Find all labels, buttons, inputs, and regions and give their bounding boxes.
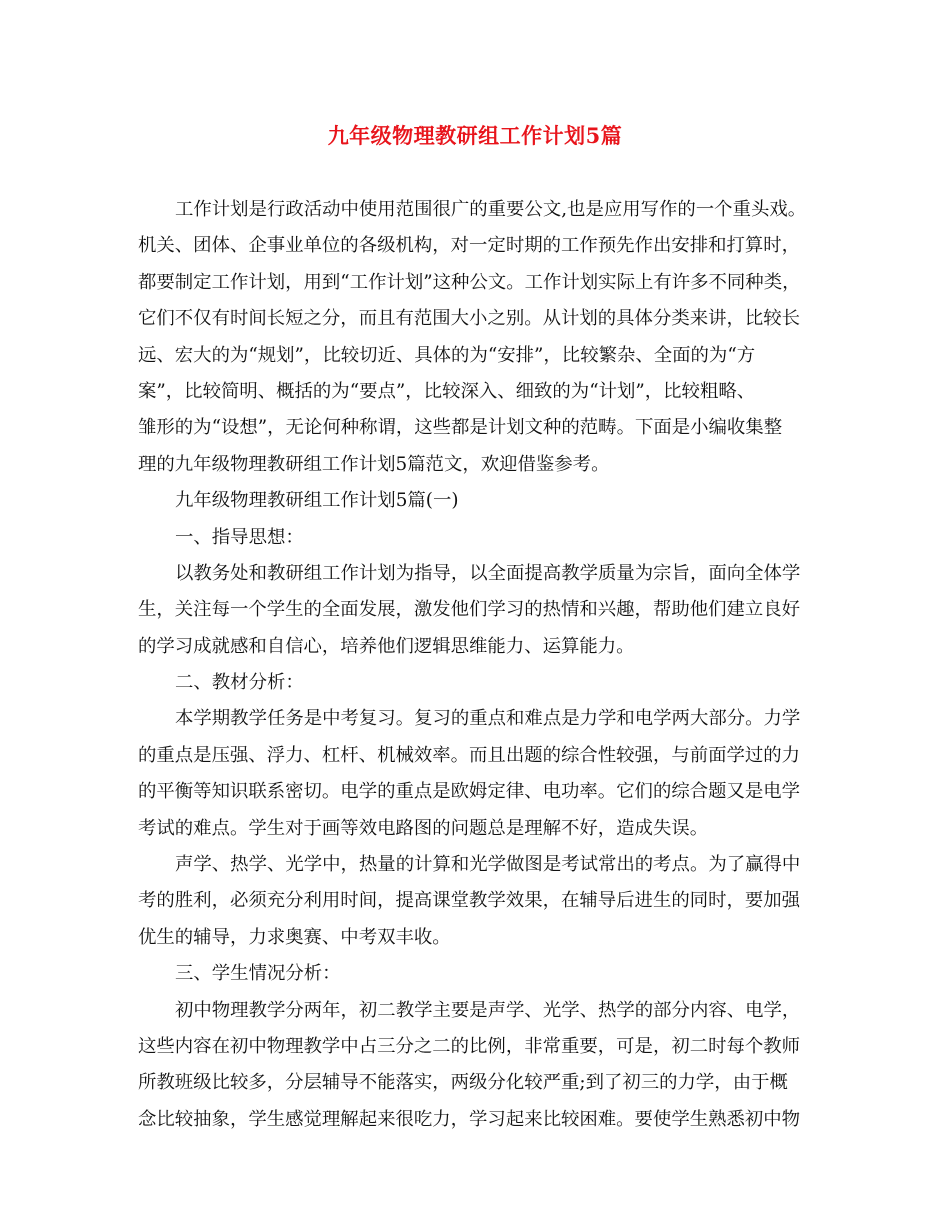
body-text-line: 工作计划是行政活动中使用范围很广的重要公文,也是应用写作的一个重头戏。: [175, 199, 807, 220]
body-text-line: 生，关注每一个学生的全面发展，激发他们学习的热情和兴趣，帮助他们建立良好: [138, 599, 801, 621]
body-text-line: 远、宏大的为“规划”，比较切近、具体的为“安排”，比较繁杂、全面的为“方: [138, 344, 756, 366]
body-text-line: 的学习成就感和自信心，培养他们逻辑思维能力、运算能力。: [138, 635, 635, 657]
body-text-line: 理的九年级物理教研组工作计划5篇范文，欢迎借鉴参考。: [138, 453, 610, 475]
body-text-line: 声学、热学、光学中，热量的计算和光学做图是考试常出的考点。为了赢得中: [175, 854, 801, 876]
body-text-line: 一、指导思想：: [175, 526, 304, 548]
body-text-line: 的平衡等知识联系密切。电学的重点是欧姆定律、电功率。它们的综合题又是电学: [138, 781, 801, 803]
body-text-line: 优生的辅导，力求奥赛、中考双丰收。: [138, 926, 451, 948]
body-text-line: 三、学生情况分析：: [175, 963, 341, 985]
body-text-line: 的重点是压强、浮力、杠杆、机械效率。而且出题的综合性较强，与前面学过的力: [138, 744, 801, 766]
body-text-line: 初中物理教学分两年，初二教学主要是声学、光学、热学的部分内容、电学，: [175, 999, 801, 1021]
body-text-line: 考的胜利，必须充分利用时间，提高课堂教学效果，在辅导后进生的同时，要加强: [138, 890, 801, 912]
body-text-line: 机关、团体、企事业单位的各级机构，对一定时期的工作预先作出安排和打算时，: [138, 235, 801, 257]
body-text-line: 二、教材分析：: [175, 672, 304, 694]
body-text-line: 都要制定工作计划，用到“工作计划”这种公文。工作计划实际上有许多不同种类，: [138, 271, 801, 293]
body-text-line: 雏形的为“设想”，无论何种称谓，这些都是计划文种的范畴。下面是小编收集整: [138, 417, 783, 439]
body-text-line: 它们不仅有时间长短之分，而且有范围大小之别。从计划的具体分类来讲，比较长: [138, 308, 801, 330]
body-text-line: 以教务处和教研组工作计划为指导，以全面提高教学质量为宗旨，面向全体学: [175, 562, 801, 584]
document-body: [138, 192, 826, 1138]
body-text-line: 九年级物理教研组工作计划5篇(一): [175, 490, 459, 512]
body-text-line: 考试的难点。学生对于画等效电路图的问题总是理解不好，造成失误。: [138, 817, 709, 839]
body-text-line: 本学期教学任务是中考复习。复习的重点和难点是力学和电学两大部分。力学: [175, 708, 801, 730]
document-title: 九年级物理教研组工作计划5篇: [327, 123, 623, 148]
body-text-line: 所教班级比较多，分层辅导不能落实，两级分化较严重;到了初三的力学，由于概: [138, 1072, 788, 1094]
body-text-line: 这些内容在初中物理教学中占三分之二的比例，非常重要，可是，初二时每个教师: [138, 1035, 801, 1057]
body-text-line: 念比较抽象，学生感觉理解起来很吃力，学习起来比较困难。要使学生熟悉初中物: [138, 1108, 801, 1130]
body-text-line: 案”，比较简明、概括的为“要点”，比较深入、细致的为“计划”，比较粗略、: [138, 380, 756, 402]
